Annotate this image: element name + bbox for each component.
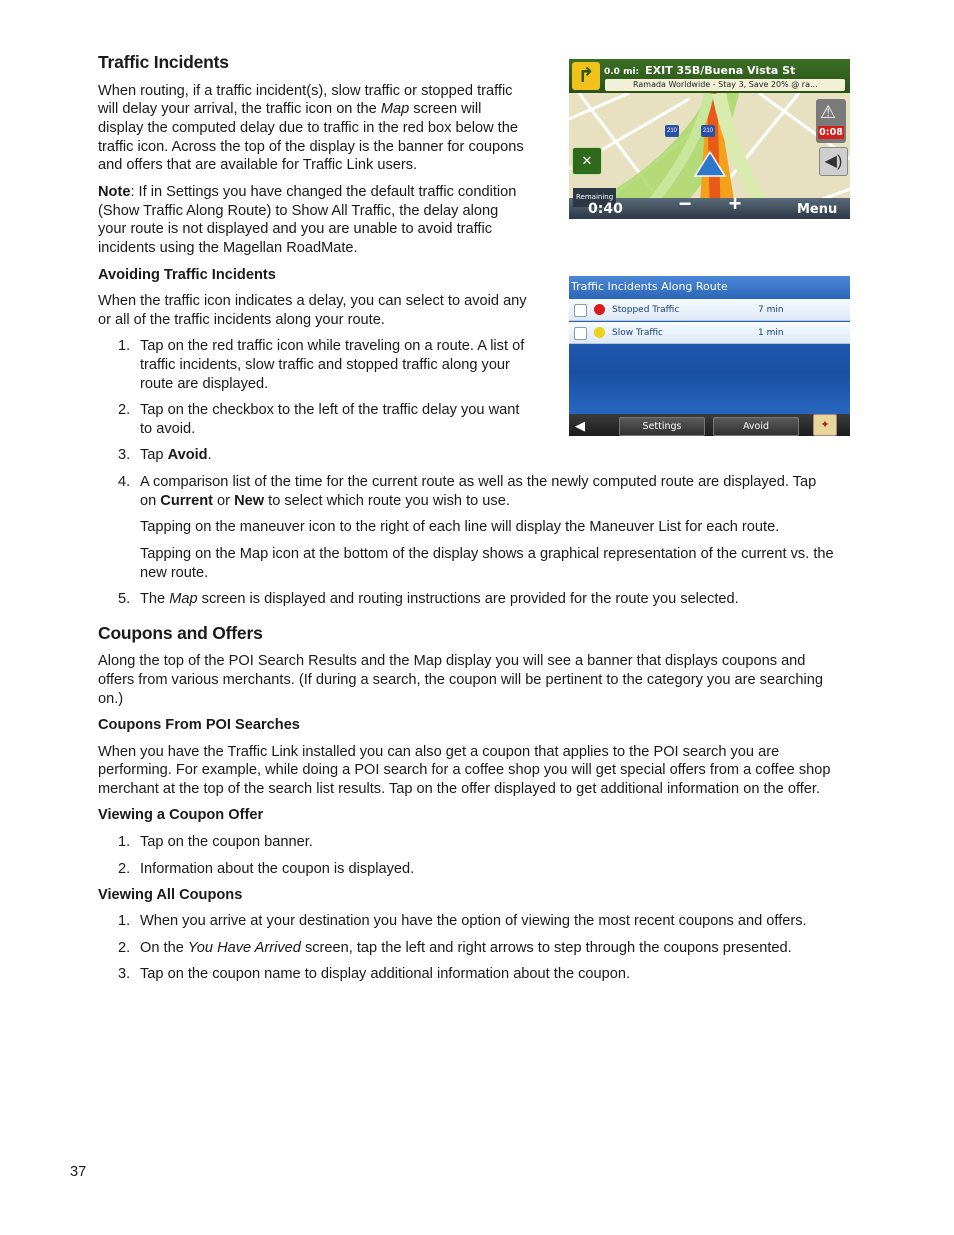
avoid-checkbox[interactable]: [574, 327, 587, 340]
poi-coupons-line-3: merchant at the top of the search list results. Tap on the offer displayed to get additional information on the offer.: [98, 781, 821, 797]
section-heading-traffic-incidents: Traffic Incidents: [98, 52, 229, 72]
traffic-row[interactable]: [569, 322, 850, 344]
zoom-out-button[interactable]: −: [678, 191, 692, 216]
list-item-text: new route.: [140, 565, 209, 581]
remaining-label: Remaining: [573, 188, 616, 207]
map-icon[interactable]: ✦: [813, 414, 837, 436]
coupons-intro-line-1: Along the top of the POI Search Results and the Map display you will see a banner that displays coupons and: [98, 653, 806, 669]
zoom-in-button[interactable]: +: [728, 191, 742, 216]
menu-button[interactable]: Menu: [797, 202, 838, 217]
traffic-row-name: Stopped Traffic: [612, 305, 680, 315]
stopped-traffic-icon: [594, 304, 605, 315]
traffic-intro-line-5: and offers that are available for Traffic Link users.: [98, 157, 418, 173]
coupons-intro-line-2: offers from various merchants. (If during a search, the coupon will be pertinent to the category you are searching: [98, 672, 823, 688]
traffic-row[interactable]: [569, 299, 850, 321]
note-line-2: (Show Traffic Along Route) to Show All Traffic, the delay along: [98, 203, 499, 219]
list-item-text: to avoid.: [140, 421, 196, 437]
turn-arrow-icon[interactable]: ↱: [572, 62, 600, 90]
next-maneuver: 0.0 mi: EXIT 35B/Buena Vista St: [604, 64, 796, 77]
highway-shield: 210: [665, 125, 679, 137]
section-heading-coupons: Coupons and Offers: [98, 623, 263, 643]
list-item-text: Tapping on the maneuver icon to the right of each line will display the Maneuver List for each route.: [140, 519, 780, 535]
list-item-text: on Current or New to select which route you wish to use.: [140, 493, 510, 509]
traffic-row-delay: 7 min: [758, 305, 784, 315]
page-number: 37: [70, 1164, 87, 1180]
speaker-icon[interactable]: ◀): [819, 147, 848, 176]
traffic-intro-line-4: traffic icon. Across the top of the display is the banner for coupons: [98, 139, 524, 155]
traffic-warning-icon: ⚠: [820, 102, 837, 122]
back-arrow-icon[interactable]: ◀: [575, 418, 585, 433]
avoiding-intro-line-1: When the traffic icon indicates a delay, you can select to avoid any: [98, 293, 527, 309]
traffic-button[interactable]: [816, 99, 846, 143]
poi-coupons-line-1: When you have the Traffic Link installed you can also get a coupon that applies to the POI search you are: [98, 744, 780, 760]
traffic-list-title: Traffic Incidents Along Route: [569, 276, 850, 298]
traffic-intro-line-2: will delay your arrival, the traffic icon on the Map screen will: [98, 101, 482, 117]
traffic-list-screenshot: [569, 276, 850, 436]
subheading-viewing-all: Viewing All Coupons: [98, 887, 243, 903]
remaining-time: 0:40: [588, 201, 623, 217]
traffic-delay: 0:08: [819, 127, 843, 138]
slow-traffic-icon: [594, 327, 605, 338]
list-item-text: traffic incidents, slow traffic and stopped traffic along your: [140, 357, 510, 373]
traffic-intro-line-1: When routing, if a traffic incident(s), slow traffic or stopped traffic: [98, 83, 513, 99]
traffic-list-toolbar: [569, 414, 850, 436]
note-line-1: Note: If in Settings you have changed the default traffic condition: [98, 184, 517, 200]
subheading-poi-coupons: Coupons From POI Searches: [98, 717, 300, 733]
note-line-4: incidents using the Magellan RoadMate.: [98, 240, 358, 256]
settings-button[interactable]: Settings: [619, 417, 705, 436]
list-item-text: route are displayed.: [140, 376, 269, 392]
poi-icon[interactable]: ✕: [572, 147, 602, 175]
map-screenshot: [569, 59, 850, 219]
note-line-3: your route is not displayed and you are unable to avoid traffic: [98, 221, 493, 237]
traffic-row-delay: 1 min: [758, 328, 784, 338]
traffic-intro-line-3: display the computed delay due to traffic in the red box below the: [98, 120, 518, 136]
subheading-viewing-coupon: Viewing a Coupon Offer: [98, 807, 264, 823]
list-item-text: Tapping on the Map icon at the bottom of the display shows a graphical representation of the current vs. the: [140, 546, 834, 562]
coupons-intro-line-3: on.): [98, 691, 124, 707]
avoid-checkbox[interactable]: [574, 304, 587, 317]
avoid-button[interactable]: Avoid: [713, 417, 799, 436]
subheading-avoiding: Avoiding Traffic Incidents: [98, 267, 276, 283]
coupon-banner[interactable]: Ramada Worldwide - Stay 3, Save 20% @ ra...: [605, 79, 845, 91]
traffic-row-name: Slow Traffic: [612, 328, 663, 338]
avoiding-intro-line-2: or all of the traffic incidents along your route.: [98, 312, 385, 328]
highway-shield: 210: [701, 125, 715, 137]
poi-coupons-line-2: performing. For example, while doing a POI search for a coffee shop you will get special offers from a coffee shop: [98, 762, 831, 778]
